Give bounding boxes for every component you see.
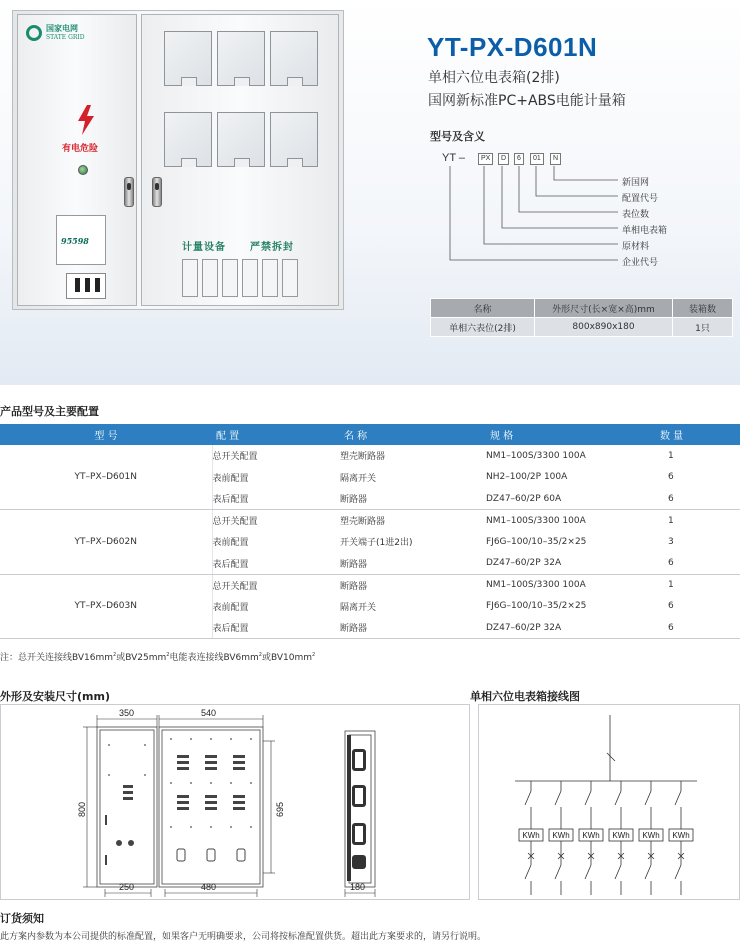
logo-en-text: STATE GRID [46,34,85,41]
switch-slot [202,259,218,297]
meter-cabinet-image [12,10,344,310]
spec-cell: NH2–100/2P 100A [486,472,568,483]
wiring-line [645,791,651,805]
cabinet-left-door [17,14,137,306]
dim-height-left: 800 [77,801,87,817]
meter-window [164,31,212,86]
note-part: 注：总开关连接线BV16mm [0,653,114,663]
wiring-line [675,791,681,805]
switch-slot [182,259,198,297]
note-sup: 2 [258,652,262,658]
kwh-meter-label: KWh [522,831,540,840]
hotline-number: 95598 [61,236,89,246]
wiring-line [555,865,561,879]
hotline-window [56,215,106,265]
spec-cell-size: 800x890x180 [535,318,673,337]
config-header-spec: 规 格 [486,424,656,445]
qty-cell: 3 [668,536,674,547]
name-cell: 断路器 [340,553,486,575]
product-subtitle-1: 单相六位电表箱(2排) [428,70,560,86]
dim-top-left: 350 [119,708,135,718]
wiring-section-title: 单相六位电表箱接线图 [470,690,580,703]
danger-text: 有电危险 [62,144,99,154]
code-label-type: 单相电表箱 [622,226,668,236]
config-cell: 总开关配置 [212,452,258,463]
code-label-positions: 表位数 [622,210,650,220]
kwh-meter-label: KWh [582,831,600,840]
meter-branch [639,781,663,895]
state-grid-logo-icon [26,25,42,41]
cabinet-right-door [141,14,339,306]
wiring-diagram-svg [479,705,740,901]
dim-bottom-left: 250 [119,882,135,892]
state-grid-logo [26,23,106,45]
right-door-lock-icon [152,177,162,207]
dim-depth: 180 [350,882,366,892]
config-cell: 表后配置 [212,488,340,510]
wiring-line [525,865,531,879]
meter-window [217,31,265,86]
switch-slot [282,259,298,297]
lightning-warning-icon [76,105,96,135]
wiring-line [645,865,651,879]
config-section-title: 产品型号及主要配置 [0,405,99,418]
config-header-name: 名 称 [340,424,486,445]
note-sup: 2 [113,652,117,658]
config-cell: 表前配置 [212,538,249,549]
measure-device-text: 计量设备 [182,242,226,253]
note-part: 或BV10mm [261,653,313,663]
code-label-config: 配置代号 [622,194,659,204]
qty-cell: 6 [656,553,740,575]
qty-cell: 6 [656,617,740,639]
name-cell: 隔离开关 [340,473,377,484]
config-cell: 表后配置 [212,553,340,575]
spec-cell: NM1–100S/3300 100A [486,515,586,526]
config-header-qty: 数 量 [656,424,740,445]
meter-branch [579,781,603,895]
product-title: YT-PX-D601N [427,32,598,62]
switch-slot [222,259,238,297]
config-header-config: 配 置 [212,424,340,445]
spec-cell-name: 单相六表位(2排) [431,318,535,337]
qty-cell: 6 [656,488,740,510]
code-box-type: D [498,153,509,165]
spec-table [430,298,733,337]
name-cell: 断路器 [340,617,486,639]
note-sup: 2 [166,652,170,658]
code-box-positions: 6 [514,153,524,165]
config-cell: 表前配置 [212,473,249,484]
table-row [0,510,740,532]
config-table [0,424,740,639]
name-cell: 断路器 [340,488,486,510]
table-row [0,445,740,467]
spec-cell: DZ47–60/2P 32A [486,617,656,639]
name-cell: 塑壳断路器 [340,452,386,463]
spec-cell: DZ47–60/2P 60A [486,488,656,510]
meter-window [270,31,318,86]
config-header-row [0,424,740,445]
spec-cell: FJ6G–100/10–35/2×25 [486,536,587,547]
code-box-new-grid: N [550,153,561,165]
spec-header-qty: 装箱数 [673,299,733,318]
wiring-line [585,865,591,879]
spec-cell: FJ6G–100/10–35/2×25 [486,601,587,612]
model-meaning-title: 型号及含义 [430,130,485,143]
name-cell: 隔离开关 [340,602,377,613]
kwh-meter-label: KWh [612,831,630,840]
code-label-material: 原材料 [622,242,650,252]
left-door-lock-icon [124,177,134,207]
order-notice-title: 订货须知 [0,912,44,925]
name-cell: 塑壳断路器 [340,517,386,527]
spec-cell-qty: 1只 [673,318,733,337]
code-dash: – [458,152,466,164]
code-leader-lines [430,148,730,273]
indicator-light-icon [78,165,88,175]
spec-header-size: 外形尺寸(长×宽×高)mm [535,299,673,318]
kwh-meter-label: KWh [642,831,660,840]
config-cell: 表后配置 [212,617,340,639]
spec-header-name: 名称 [431,299,535,318]
note-part: 电能表连接线BV6mm [169,653,259,663]
meter-branch [609,781,633,895]
model-cell: YT–PX–D603N [0,574,212,639]
switch-slot [242,259,258,297]
wiring-line [675,865,681,879]
model-cell: YT–PX–D601N [0,445,212,510]
qty-cell: 1 [668,515,674,526]
spec-cell: NM1–100S/3300 100A [486,580,586,590]
main-breaker-icon [66,273,106,299]
spec-cell: DZ47–60/2P 32A [486,553,656,575]
meter-window [217,112,265,167]
config-header-model: 型 号 [0,424,212,445]
wiring-line [615,865,621,879]
logo-cn-text: 国家电网 [46,24,78,33]
dimension-drawing-svg [1,705,471,901]
code-box-config: 01 [530,153,544,165]
dim-height-right: 695 [275,801,285,817]
dim-bottom-right: 480 [201,882,217,892]
meter-branch [669,781,693,895]
code-box-material: PX [478,153,493,165]
config-cell: 总开关配置 [212,581,258,592]
meter-branch [519,781,543,895]
order-notice-text: 此方案内参数为本公司提供的标准配置，如果客户无明确要求，公司将按标准配置供货。超出此方案要求的，请另行说明。 [0,932,487,942]
config-cell: 总开关配置 [212,517,258,527]
name-cell: 开关端子(1进2出) [340,538,413,549]
config-cell: 表前配置 [212,602,249,613]
wiring-line [525,791,531,805]
wiring-note [0,650,315,663]
model-cell: YT–PX–D602N [0,510,212,575]
table-row [0,574,740,596]
code-label-new-grid: 新国网 [622,178,650,188]
qty-cell: 6 [668,601,674,612]
code-label-company: 企业代号 [622,258,659,268]
dim-top-right: 540 [201,708,217,718]
model-code-diagram [430,148,730,273]
kwh-meter-label: KWh [672,831,690,840]
meter-window [164,112,212,167]
wiring-diagram [478,704,740,900]
dimension-drawing [0,704,470,900]
kwh-meter-label: KWh [552,831,570,840]
note-part: 或BV25mm [116,653,167,663]
no-remove-text: 严禁拆封 [250,242,294,253]
dimension-section-title: 外形及安装尺寸(mm) [0,690,110,703]
wiring-line [585,791,591,805]
hero-section [0,0,740,385]
switch-slot [262,259,278,297]
meter-branch [549,781,573,895]
spec-cell: NM1–100S/3300 100A [486,450,586,461]
wiring-line [555,791,561,805]
code-prefix-text: YT [442,152,456,164]
qty-cell: 1 [668,450,674,461]
wiring-line [615,791,621,805]
product-subtitle-2: 国网新标准PC+ABS电能计量箱 [428,93,626,109]
qty-cell: 1 [668,580,674,590]
note-sup: 2 [312,652,316,658]
name-cell: 断路器 [340,581,368,592]
meter-window [270,112,318,167]
qty-cell: 6 [668,472,674,483]
